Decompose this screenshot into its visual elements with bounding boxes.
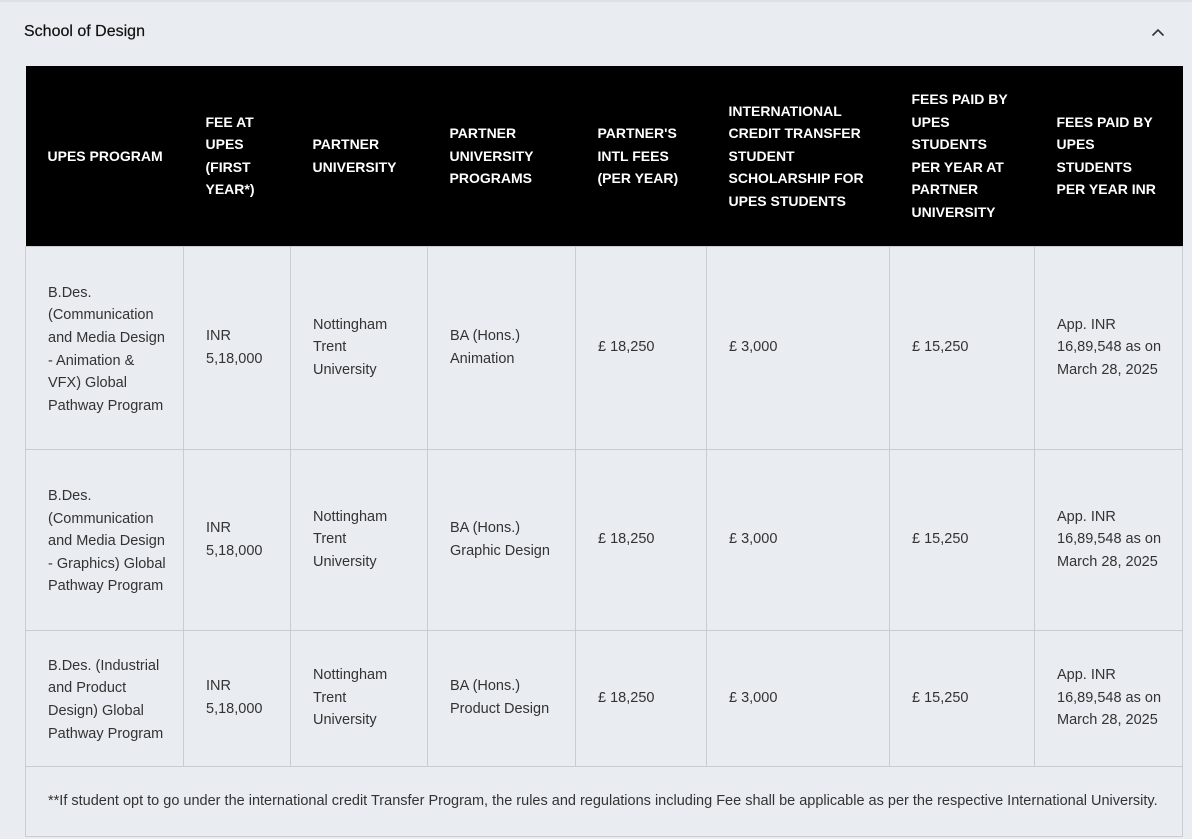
cell-partner-program: BA (Hons.) Graphic Design bbox=[428, 449, 576, 630]
accordion-header[interactable] bbox=[0, 0, 1192, 62]
cell-scholarship: £ 3,000 bbox=[707, 449, 890, 630]
cell-fees-paid: £ 15,250 bbox=[890, 246, 1035, 449]
col-header-scholarship: INTERNATIONAL CREDIT TRANSFER STUDENT SCHOLARSHIP FOR UPES STUDENTS bbox=[707, 66, 890, 246]
footnote: **If student opt to go under the international credit Transfer Program, the rules and regulations including Fee shall be applicable as per the respective International University. bbox=[26, 766, 1183, 836]
table-row bbox=[26, 630, 1183, 766]
fees-table bbox=[25, 66, 1183, 837]
cell-fee: INR 5,18,000 bbox=[184, 630, 291, 766]
col-header-fees-paid-partner: FEES PAID BY UPES STUDENTS PER YEAR AT PARTNER UNIVERSITY bbox=[890, 66, 1035, 246]
cell-partner-program: BA (Hons.) Product Design bbox=[428, 630, 576, 766]
section-title: School of Design bbox=[24, 23, 145, 40]
cell-partner: Nottingham Trent University bbox=[291, 449, 428, 630]
table-row bbox=[26, 246, 1183, 449]
cell-fees-inr: App. INR 16,89,548 as on March 28, 2025 bbox=[1035, 246, 1183, 449]
cell-fees-inr: App. INR 16,89,548 as on March 28, 2025 bbox=[1035, 449, 1183, 630]
cell-intl-fees: £ 18,250 bbox=[576, 630, 707, 766]
cell-partner: Nottingham Trent University bbox=[291, 246, 428, 449]
col-header-fee-at-upes: FEE AT UPES (FIRST YEAR*) bbox=[184, 66, 291, 246]
table-row bbox=[26, 449, 1183, 630]
cell-partner: Nottingham Trent University bbox=[291, 630, 428, 766]
cell-intl-fees: £ 18,250 bbox=[576, 449, 707, 630]
col-header-partner-intl-fees: PARTNER'S INTL FEES (PER YEAR) bbox=[576, 66, 707, 246]
col-header-partner-programs: PARTNER UNIVERSITY PROGRAMS bbox=[428, 66, 576, 246]
cell-scholarship: £ 3,000 bbox=[707, 246, 890, 449]
cell-program: B.Des. (Industrial and Product Design) Global Pathway Program bbox=[26, 630, 184, 766]
cell-fees-inr: App. INR 16,89,548 as on March 28, 2025 bbox=[1035, 630, 1183, 766]
cell-fees-paid: £ 15,250 bbox=[890, 630, 1035, 766]
col-header-fees-paid-inr: FEES PAID BY UPES STUDENTS PER YEAR INR bbox=[1035, 66, 1183, 246]
col-header-partner-university: PARTNER UNIVERSITY bbox=[291, 66, 428, 246]
footnote-row bbox=[26, 766, 1183, 836]
cell-fee: INR 5,18,000 bbox=[184, 246, 291, 449]
cell-program: B.Des. (Communication and Media Design - Graphics) Global Pathway Program bbox=[26, 449, 184, 630]
cell-intl-fees: £ 18,250 bbox=[576, 246, 707, 449]
chevron-up-icon[interactable] bbox=[1148, 22, 1168, 42]
col-header-upes-program: UPES PROGRAM bbox=[26, 66, 184, 246]
cell-scholarship: £ 3,000 bbox=[707, 630, 890, 766]
cell-program: B.Des. (Communication and Media Design - Animation & VFX) Global Pathway Program bbox=[26, 246, 184, 449]
cell-partner-program: BA (Hons.) Animation bbox=[428, 246, 576, 449]
cell-fee: INR 5,18,000 bbox=[184, 449, 291, 630]
cell-fees-paid: £ 15,250 bbox=[890, 449, 1035, 630]
table-header-row bbox=[26, 66, 1183, 246]
